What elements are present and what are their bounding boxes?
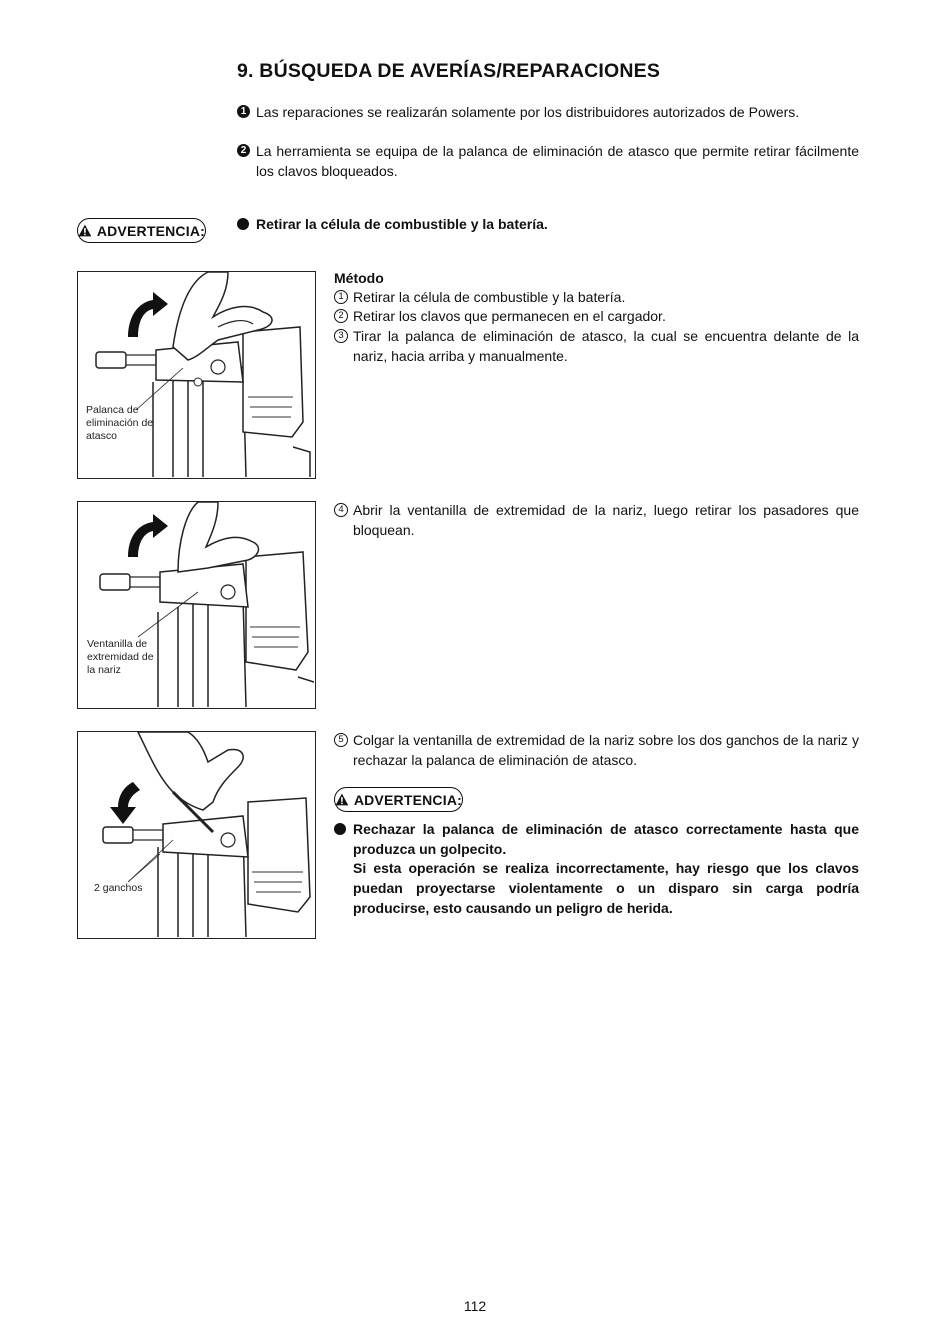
figure-nose-window <box>77 501 316 709</box>
warning-badge-label-2: ADVERTENCIA: <box>353 791 462 808</box>
step-text-3: Tirar la palanca de eliminación de atasco, la cual se encuentra delante de la nariz, hacia arriba y manualmente. <box>353 328 859 364</box>
warning-badge-1 <box>77 218 206 243</box>
step-number-5: 5 <box>334 733 348 747</box>
section-title: 9. BÚSQUEDA DE AVERÍAS/REPARACIONES <box>237 60 661 82</box>
step-1 <box>334 287 859 307</box>
warning-badge-2 <box>334 787 463 812</box>
warning-text-1-content: Retirar la célula de combustible y la batería. <box>256 216 548 232</box>
step-text-4: Abrir la ventanilla de extremidad de la nariz, luego retirar los pasadores que bloquean. <box>353 502 859 538</box>
warning-text-3 <box>334 858 859 918</box>
step-3 <box>334 326 859 366</box>
warning-triangle-icon <box>335 793 349 806</box>
intro-text-1: Las reparaciones se realizarán solamente por los distribuidores autorizados de Powers. <box>256 104 800 120</box>
intro-text-2: La herramienta se equipa de la palanca de eliminación de atasco que permite retirar fácilmente los clavos bloqueados. <box>256 143 859 179</box>
figure-jam-lever <box>77 271 316 479</box>
step-number-3: 3 <box>334 329 348 343</box>
step-5 <box>334 730 859 770</box>
figure-two-hooks <box>77 731 316 939</box>
step-text-1: Retirar la célula de combustible y la batería. <box>353 289 626 305</box>
nailer-illustration-3 <box>78 732 314 937</box>
step-text-5: Colgar la ventanilla de extremidad de la nariz sobre los dos ganchos de la nariz y rechazar la palanca de eliminación de atasco. <box>353 732 859 768</box>
step-4 <box>334 500 859 540</box>
page-number: 112 <box>463 1298 487 1314</box>
callout-nose-window: Ventanilla de extremidad de la nariz <box>87 638 154 676</box>
step-number-1: 1 <box>334 290 348 304</box>
step-text-2: Retirar los clavos que permanecen en el cargador. <box>353 308 666 324</box>
step-2 <box>334 306 859 326</box>
step-number-2: 2 <box>334 309 348 323</box>
method-heading: Método <box>334 270 384 286</box>
intro-item-2 <box>237 141 859 181</box>
warning-text-1 <box>237 214 859 234</box>
number-badge-2: 2 <box>237 144 250 157</box>
warning-text-3-content: Si esta operación se realiza incorrectamente, hay riesgo que los clavos puedan proyectarse violentamente o un disparo sin carga podría producirse, esto causando un peligro de herida. <box>353 860 859 916</box>
warning-text-2-content: Rechazar la palanca de eliminación de atasco correctamente hasta que produzca un golpecito. <box>353 821 859 857</box>
intro-item-1 <box>237 102 859 122</box>
warning-text-2 <box>334 819 859 859</box>
bullet-dot-icon <box>237 218 249 230</box>
callout-jam-lever: Palanca de eliminación de atasco <box>86 404 154 442</box>
step-number-4: 4 <box>334 503 348 517</box>
callout-two-hooks: 2 ganchos <box>94 882 143 894</box>
warning-badge-label-1: ADVERTENCIA: <box>96 222 205 239</box>
warning-triangle-icon <box>78 224 92 237</box>
nailer-illustration-1 <box>78 272 314 477</box>
number-badge-1: 1 <box>237 105 250 118</box>
bullet-dot-icon <box>334 823 346 835</box>
